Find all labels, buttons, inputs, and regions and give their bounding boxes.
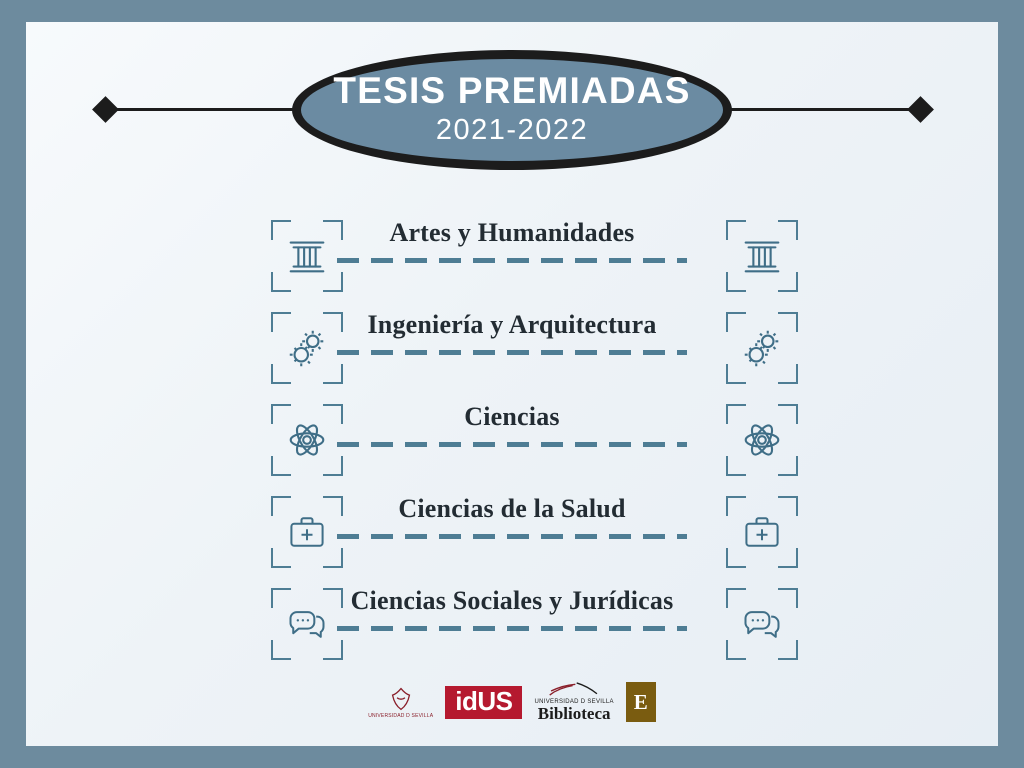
list-item[interactable] <box>26 210 998 302</box>
title-ellipse <box>292 50 732 170</box>
footer-logos <box>26 680 998 724</box>
list-item[interactable] <box>26 486 998 578</box>
title-banner <box>26 40 998 170</box>
dashed-underline <box>337 442 687 447</box>
category-label: Artes y Humanidades <box>389 218 635 247</box>
dashed-underline <box>337 258 687 263</box>
category-label-wrap <box>252 218 772 263</box>
list-item[interactable] <box>26 394 998 486</box>
column-icon <box>726 220 798 292</box>
editorial-universidad-sevilla-logo <box>626 682 656 722</box>
universidad-de-sevilla-logo <box>368 686 433 719</box>
first-aid-kit-icon <box>726 496 798 568</box>
category-label-wrap <box>252 402 772 447</box>
category-label: Ciencias de la Salud <box>398 494 626 523</box>
page-subtitle: 2021-2022 <box>435 114 589 147</box>
slide-inner <box>26 22 998 746</box>
universidad-de-sevilla-logo-text: UNIVERSIDAD D SEVILLA <box>368 712 434 719</box>
category-label-wrap <box>252 494 772 539</box>
editorial-logo-text: E <box>633 689 648 714</box>
biblioteca-logo <box>534 680 613 724</box>
speech-bubbles-icon <box>726 588 798 660</box>
page-title: TESIS PREMIADAS <box>333 70 691 112</box>
dashed-underline <box>337 626 687 631</box>
list-item[interactable] <box>26 578 998 670</box>
gears-icon <box>726 312 798 384</box>
dashed-underline <box>337 534 687 539</box>
category-label-wrap <box>252 310 772 355</box>
category-label: Ciencias Sociales y Jurídicas <box>350 586 674 615</box>
category-label: Ingeniería y Arquitectura <box>367 310 657 339</box>
biblioteca-logo-top-text: UNIVERSIDAD D SEVILLA <box>534 699 614 706</box>
category-label: Ciencias <box>464 402 560 431</box>
diamond-left-icon <box>92 96 119 123</box>
category-label-wrap <box>252 586 772 631</box>
idus-logo <box>445 686 522 719</box>
diamond-right-icon <box>907 96 934 123</box>
category-list <box>26 210 998 670</box>
dashed-underline <box>337 350 687 355</box>
list-item[interactable] <box>26 302 998 394</box>
biblioteca-logo-word: Biblioteca <box>537 704 611 724</box>
idus-logo-text: idUS <box>455 685 513 716</box>
atom-icon <box>726 404 798 476</box>
